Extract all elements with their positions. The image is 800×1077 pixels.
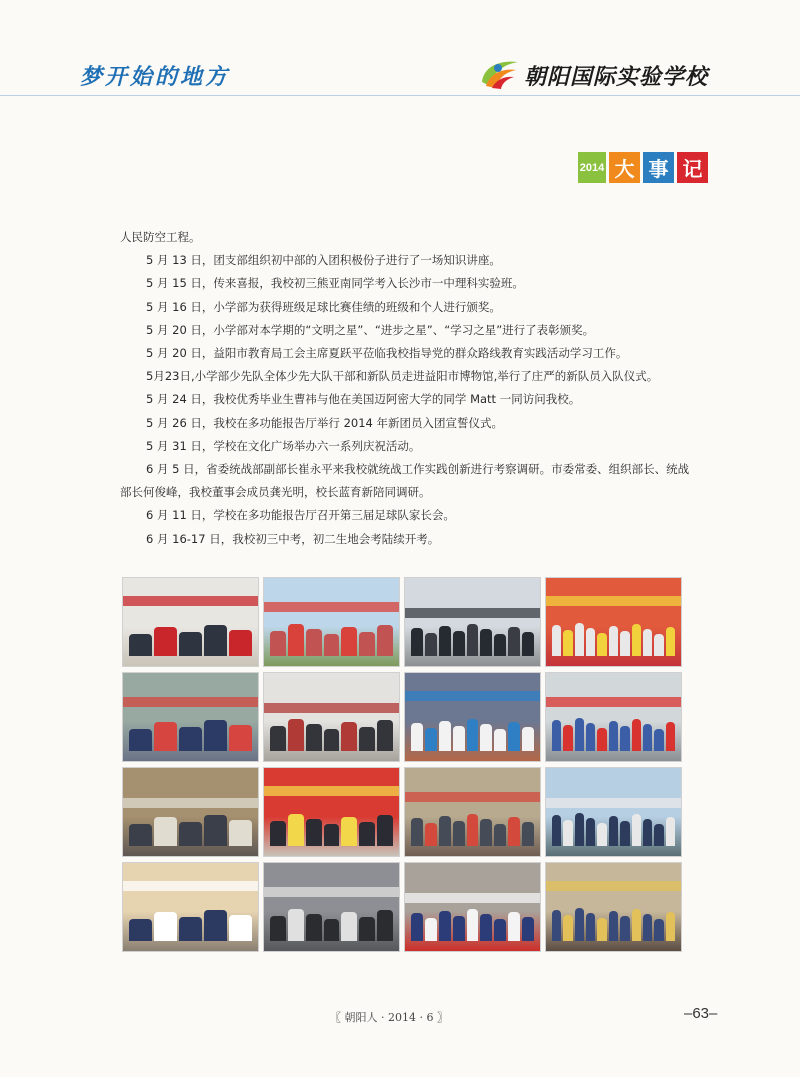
event-paragraph: 5 月 16 日，小学部为获得班级足球比赛佳绩的班级和个人进行颁奖。 bbox=[146, 299, 501, 314]
event-photo bbox=[263, 767, 400, 857]
school-name: 朝阳国际实验学校 bbox=[524, 64, 709, 90]
event-paragraph: 6 月 5 日，省委统战部副部长崔永平来我校就统战工作实践创新进行考察调研。市委常委、组织部长、统战部长何俊峰，我校董事会成员龚光明，校长蓝育新陪同调研。 bbox=[120, 462, 690, 500]
badge-char-shi: 事 bbox=[643, 152, 674, 183]
photo-collage bbox=[122, 577, 682, 952]
event-photo bbox=[545, 767, 682, 857]
event-paragraph: 5 月 15 日，传来喜报，我校初三熊亚南同学考入长沙市一中理科实验班。 bbox=[146, 276, 524, 291]
event-photo bbox=[545, 862, 682, 952]
event-photo bbox=[122, 577, 259, 667]
event-paragraph: 5 月 13 日，团支部组织初中部的入团积极份子进行了一场知识讲座。 bbox=[146, 253, 501, 268]
header-slogan: 梦开始的地方 bbox=[80, 64, 231, 90]
event-paragraph: 5 月 20 日，小学部对本学期的“文明之星”、“进步之星”、“学习之星”进行了表彰颁奖。 bbox=[146, 322, 595, 337]
event-photo bbox=[404, 767, 541, 857]
event-paragraph: 5 月 26 日，我校在多功能报告厅举行 2014 年新团员入团宣誓仪式。 bbox=[146, 415, 503, 430]
school-logo bbox=[478, 56, 718, 92]
page-header bbox=[0, 0, 800, 96]
event-paragraph: 5 月 24 日，我校优秀毕业生曹祎与他在美国迈阿密大学的同学 Matt 一同访问我校。 bbox=[146, 392, 581, 407]
event-photo bbox=[404, 672, 541, 762]
header-divider bbox=[0, 95, 800, 96]
events-text bbox=[120, 226, 690, 551]
event-photo bbox=[545, 577, 682, 667]
event-paragraph: 5 月 31 日，学校在文化广场举办六一系列庆祝活动。 bbox=[146, 438, 421, 453]
event-photo bbox=[404, 577, 541, 667]
badge-char-ji: 记 bbox=[677, 152, 708, 183]
event-photo bbox=[263, 862, 400, 952]
event-paragraph: 6 月 11 日，学校在多功能报告厅召开第三届足球队家长会。 bbox=[146, 508, 455, 523]
badge-year: 2014 bbox=[578, 152, 606, 183]
school-emblem-icon bbox=[478, 56, 522, 92]
section-badge bbox=[578, 152, 708, 183]
page-number: –63– bbox=[684, 1005, 718, 1022]
event-paragraph: 6 月 16-17 日，我校初三中考，初二生地会考陆续开考。 bbox=[146, 531, 440, 546]
event-paragraph: 5 月 20 日，益阳市教育局工会主席夏跃平莅临我校指导党的群众路线教育实践活动学习工作。 bbox=[146, 346, 628, 361]
event-photo bbox=[263, 672, 400, 762]
event-photo bbox=[545, 672, 682, 762]
event-photo bbox=[122, 672, 259, 762]
footer-issue: 〖 朝阳人 · 2014 · 6 〗 bbox=[330, 1011, 448, 1024]
badge-char-da: 大 bbox=[609, 152, 640, 183]
event-photo bbox=[122, 862, 259, 952]
event-photo bbox=[263, 577, 400, 667]
event-photo bbox=[404, 862, 541, 952]
event-paragraph: 人民防空工程。 bbox=[120, 230, 201, 244]
event-photo bbox=[122, 767, 259, 857]
event-paragraph: 5月23日,小学部少先队全体少先大队干部和新队员走进益阳市博物馆,举行了庄严的新队员入队仪式。 bbox=[146, 369, 659, 384]
